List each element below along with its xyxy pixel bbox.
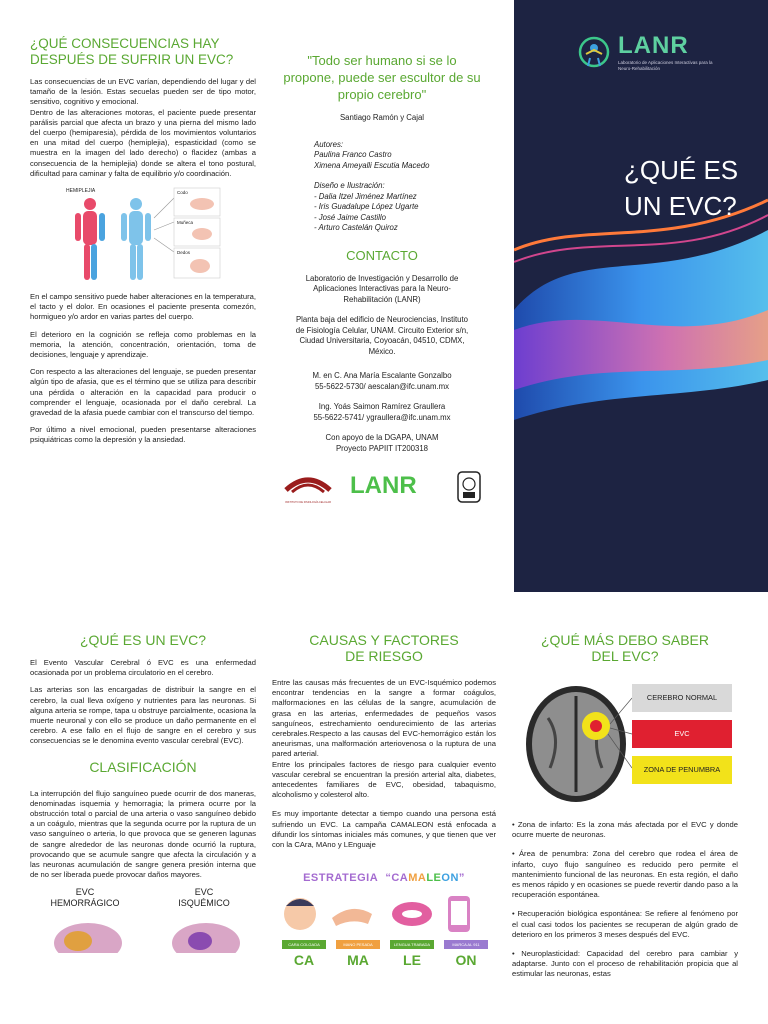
cover-title <box>624 152 738 224</box>
strategy-label-3: MARCA AL 911 <box>444 940 488 949</box>
legend-evc: EVC <box>632 720 732 748</box>
strategy-label-0: CARA COLGADA <box>282 940 326 949</box>
strategy-label-1: MANO PESADA <box>336 940 380 949</box>
author-2: Ximena Ameyalli Escutia Macedo <box>314 160 430 170</box>
fig-codo-label: Codo <box>177 190 188 196</box>
ifc-logo-icon <box>282 472 334 496</box>
more-info-heading <box>512 632 738 664</box>
strategy-prefix: ESTRATEGIA <box>303 872 378 885</box>
what-is-evc-heading: ¿QUÉ ES UN EVC? <box>79 632 207 648</box>
strategy-on: ON <box>441 872 459 885</box>
contact1-info[interactable]: 55-5622-5730/ aescalan@ifc.unam.mx <box>314 381 450 391</box>
strategy-ma: MA <box>408 872 427 885</box>
info-bullet-3: • Recuperación biológica espontánea: Se refiere al fenómeno por el cual casi todos los pacientes se recuperan de algún grado de deterioro en los primeros 3 meses después del EVC. <box>512 909 738 939</box>
info-bullet-1: • Zona de infarto: Es la zona más afectada por el EVC y donde ocurre muerte de neuronas. <box>512 820 738 840</box>
support-text: Con apoyo de la DGAPA, UNAM <box>325 433 439 442</box>
evc-p2: Las arterias son las encargadas de distribuir la sangre en el cerebro, la cual lleva oxígeno y nutrientes para las neuronas. Si alguna arteria se rompe, tapa u obstruye parcialmente, ocasiona la muerte neuronal y con ello se produce un daño permanente en el cerebro. A ese fallo en el flujo de sangre en el cerebro y sus consecuencias se le denomina evento vascular cerebral (EVC). <box>30 685 256 746</box>
consequences-p2: Dentro de las alteraciones motoras, el paciente puede presentar parálisis parcial que afecta un brazo y una pierna del mismo lado del cuerpo (hemiparesia), pérdida de los movimientos voluntarios en una mitad del cuerpo (hemiplejia), espasticidad (como se muestra en la imagen del lado derecho) o flacidez (ambas a consecuencia de la hemiplejia) donde se altera el tono postural, dificultad para caminar y falta de equilibrio y/o coordinación. <box>30 107 256 178</box>
causes-p1: Entre las causas más frecuentes de un EVC-Isquémico podemos encontrar tendencias en la sangre a formar coágulos, malformaciones en las células de la sangre, acumulación de grasa en las arterias, enfermedades de pequeños vasos sanguíneos, estrechamiento oendurecimiento de las arterias cerebrales.Respecto a las causas del EVC-hemorrágico están los aneurismas, una malformación arteriovenosa o la ruptura de una pared arterial. <box>272 678 496 759</box>
logos-row <box>282 468 482 512</box>
fig-muneca-label: Muñeca <box>177 220 194 226</box>
consequences-p1: Las consecuencias de un EVC varían, dependiendo del lugar y del tamaño de la lesión. Estas secuelas pueden ser de tipo motor, sensitivo, cognitivo y emocional. <box>30 77 256 107</box>
authors-label: Autores: <box>314 139 344 149</box>
strategy-syllable-3: ON <box>455 952 477 969</box>
contact-heading: CONTACTO <box>346 247 418 263</box>
cover-title-line2: UN EVC? <box>624 191 737 221</box>
strategy-syllable-0: CA <box>293 952 315 969</box>
ifc-logo <box>282 472 334 502</box>
type-ischemic-line2: ISQUÉMICO <box>178 898 230 909</box>
designer-4: - Arturo Castelán Quiroz <box>314 223 398 232</box>
type-hemorrhagic <box>30 887 140 909</box>
strategy-quote-open: “ <box>385 872 392 885</box>
strategy-quote-close: ” <box>458 872 465 885</box>
designer-1: - Dalia Itzel Jiménez Martínez <box>314 191 417 201</box>
legend-penumbra: ZONA DE PENUMBRA <box>632 756 732 784</box>
contact2-name: Ing. Yoás Saimon Ramírez Graullera <box>318 402 446 411</box>
info-bullet-4: • Neuroplasticidad: Capacidad del cerebro para cambiar y adaptarse. Junto con el proceso de rehabilitación propicia que al estimular las neuronas, estas <box>512 949 738 979</box>
panel-credits <box>282 52 482 512</box>
causes-heading <box>272 632 496 664</box>
strategy-row <box>272 892 496 978</box>
type-hemorrhagic-line1: EVC <box>75 887 95 898</box>
panel-more-info <box>512 632 738 987</box>
consequences-p6: Por último a nivel emocional, pueden presentarse alteraciones psiquiátricas como la depresión y la ansiedad. <box>30 425 256 445</box>
strategy-label-2: LENGUA TRABADA <box>390 940 434 949</box>
fig-dedos-label: Dedos <box>177 250 191 256</box>
strategy-le: LE <box>426 872 442 885</box>
contact1-name: M. en C. Ana María Escalante Gonzalbo <box>312 371 452 380</box>
author-1: Paulina Franco Castro <box>314 150 392 159</box>
evc-p1: El Evento Vascular Cerebral ó EVC es una enfermedad ocasionada por un problema circulatorio en el cerebro. <box>30 658 256 678</box>
quote-author: Santiago Ramón y Cajal <box>339 113 425 122</box>
strategy-title <box>272 872 496 884</box>
lab-name: Laboratorio de Investigación y Desarrollo de Aplicaciones Interactivas para la Neuro-Rehabilitación (LANR) <box>305 273 459 304</box>
consequences-p5: Con respecto a las alteraciones del lenguaje, se pueden presentar algún tipo de afasia, que es el término que se utiliza para describir una pérdida o alteración en la capacidad para producir o comprender el lenguaje, ocasionada por el daño cerebral. La gravedad de la afasia puede cambiar con el transcurso del tiempo. <box>30 367 256 418</box>
contact2-info[interactable]: 55-5622-5741/ ygraullera@ifc.unam.mx <box>313 412 451 422</box>
hemiplegia-label: HEMIPLEJIA <box>66 188 96 195</box>
classification-p: La interrupción del flujo sanguíneo puede ocurrir de dos maneras, denominadas isquemia y hemorragia; la primera ocurre por la obstrucción total o parcial de una arteria o vaso sanguíneo debido a un coágulo, mientras que la segunda ocurre por la ruptura de un vaso sanguíneo o arteria, lo que provoca que se generen lagunas de sangre alrededor de las neuronas donde ocurrió la ruptura, provocando que se acumule sangre que afecta la circulación y a las neuronas acumulación de sangre genera presión interna que de no ser liberada puede provocar daños mayores. <box>30 788 256 880</box>
cover-brand-subtitle: Laboratorio de Aplicaciones Interactivas para la Neuro-Rehabilitación <box>618 60 713 71</box>
causes-p3: Es muy importante detectar a tiempo cuando una persona está sufriendo un EVC. La campaña CAMALEON está enfocada a difundir los síntomas iniciales más comunes, y que tienen que ver con la CAra, MAno y LEnguaje <box>272 809 496 850</box>
type-ischemic-line1: EVC <box>194 887 214 898</box>
brain-types-illustration <box>30 913 256 953</box>
lanr-logo: LANR <box>350 472 417 499</box>
hemiplegia-figure <box>30 186 256 286</box>
causes-heading-line1: CAUSAS Y FACTORES <box>309 632 459 648</box>
strategy-syllable-2: LE <box>403 952 421 969</box>
design-label: Diseño e Ilustración: <box>314 181 385 190</box>
type-ischemic <box>154 887 254 909</box>
panel-what-is-evc <box>30 632 256 957</box>
more-info-heading-line2: DEL EVC? <box>591 648 659 664</box>
info-bullet-2: • Área de penumbra: Zona del cerebro que rodea el área de infarto, cuyo flujo sanguíneo es reducido pero permite el mantenimiento funcional de las neuronas. En esta región, el daño es menos rápido y en ocasiones se puede revertir dando paso a la recuperación espontánea. <box>512 849 738 900</box>
body-figures-illustration <box>30 186 256 286</box>
panel-causes <box>272 632 496 978</box>
ifc-logo-text: INSTITUTO DE FISIOLOGÍA CELULAR <box>285 501 331 504</box>
strategy-syllable-1: MA <box>347 952 369 969</box>
cover-title-line1: ¿QUÉ ES <box>624 155 739 185</box>
brain-scan-figure <box>512 678 738 806</box>
cover-wave-illustration <box>514 0 768 592</box>
designer-2: - Iris Guadalupe López Ugarte <box>314 202 419 211</box>
strategy-icons <box>272 892 496 936</box>
consequences-p4: El deterioro en la cognición se refleja como problemas en la memoria, la atención, concentración, orientación, toma de decisiones, lenguaje y aprendizaje. <box>30 329 256 360</box>
unam-logo-icon <box>456 470 482 504</box>
more-info-heading-line1: ¿QUÉ MÁS DEBO SABER <box>540 632 710 648</box>
address: Planta baja del edificio de Neurociencias, Instituto de Fisiología Celular, UNAM. Circuito Exterior s/n, Ciudad Universitaria, Coyoacán, 04510, CDMX, México. <box>295 315 469 356</box>
causes-heading-line2: DE RIESGO <box>345 648 423 664</box>
designer-3: - José Jaime Castillo <box>314 212 386 222</box>
panel-consequences <box>30 36 256 453</box>
legend-normal: CEREBRO NORMAL <box>632 684 732 712</box>
causes-p2: Entre los principales factores de riesgo para cualquier evento vascular cerebral se encuentran la presión arterial alta, diabetes, antecedentes familiares de EVC, obesidad, tabaquismo, alcoholismo y colesterol alto. <box>272 759 496 800</box>
type-hemorrhagic-line2: HEMORRÁGICO <box>50 898 120 909</box>
quote: "Todo ser humano si se lo propone, puede ser escultor de su propio cerebro" <box>283 53 481 102</box>
cover-panel <box>514 0 768 592</box>
strategy-ca: CA <box>391 872 409 885</box>
consequences-p3: En el campo sensitivo puede haber alteraciones en la temperatura, el tacto y el dolor. En ocasiones el paciente presenta comezón, hormigueo y/o ardor en varias partes del cuerpo. <box>30 292 256 322</box>
consequences-heading: ¿QUÉ CONSECUENCIAS HAY DESPUÉS DE SUFRIR UN EVC? <box>30 36 234 67</box>
cover-brand: LANR <box>618 32 689 59</box>
classification-heading: CLASIFICACIÓN <box>89 758 197 775</box>
project-text: Proyecto PAPIIT IT200318 <box>335 443 429 453</box>
evc-types <box>30 887 256 957</box>
